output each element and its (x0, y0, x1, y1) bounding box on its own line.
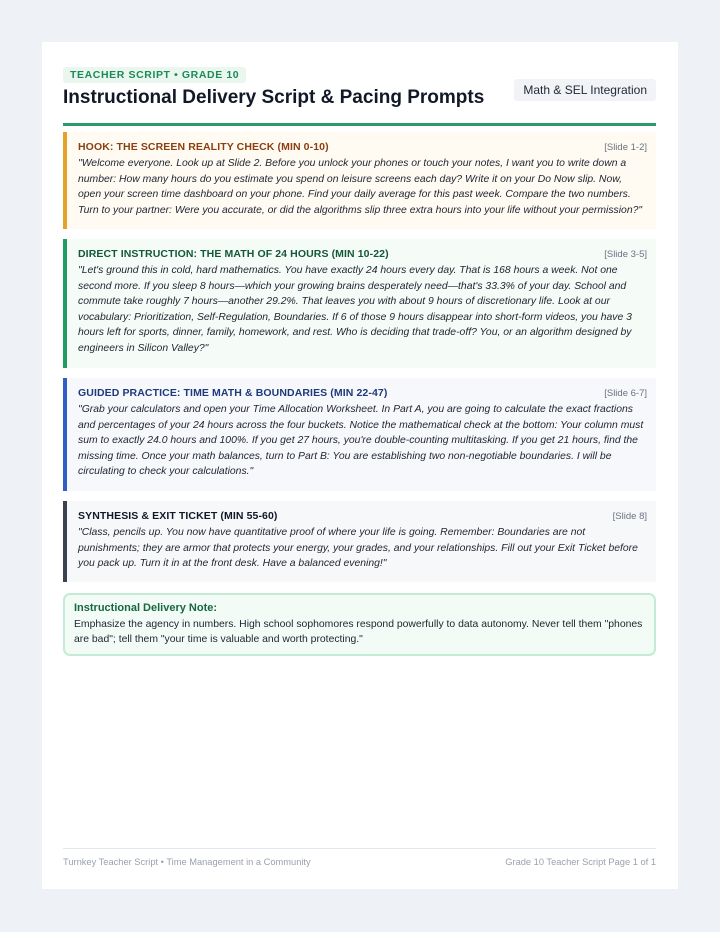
page-header (63, 67, 656, 126)
slide-reference: [Slide 1-2] (604, 142, 647, 153)
eyebrow-label: TEACHER SCRIPT • GRADE 10 (63, 67, 246, 83)
section-guided-practice (63, 378, 656, 491)
integration-tag: Math & SEL Integration (514, 79, 656, 101)
delivery-note (63, 593, 656, 656)
slide-reference: [Slide 3-5] (604, 249, 647, 260)
section-title: HOOK: THE SCREEN REALITY CHECK (MIN 0-10) (78, 141, 329, 153)
page-footer (63, 848, 656, 867)
section-title: DIRECT INSTRUCTION: THE MATH OF 24 HOURS (MIN 10-22) (78, 248, 389, 260)
section-title: SYNTHESIS & EXIT TICKET (MIN 55-60) (78, 510, 278, 522)
slide-reference: [Slide 8] (612, 511, 647, 522)
section-title: GUIDED PRACTICE: TIME MATH & BOUNDARIES (MIN 22-47) (78, 387, 388, 399)
note-body: Emphasize the agency in numbers. High school sophomores respond powerfully to data autonomy. Never tell them "phones are bad"; tell them "your time is valuable and worth protecting." (74, 619, 643, 645)
footer-right: Grade 10 Teacher Script Page 1 of 1 (505, 857, 656, 867)
note-title: Instructional Delivery Note: (74, 602, 218, 614)
section-hook (63, 132, 656, 229)
section-script: "Class, pencils up. You now have quantitative proof of where your life is going. Remember: Boundaries are not punishments; they are armor that protects your energy, your grades, and your relationships. Fill out your Exit Ticket before you pack up. Turn it in at the front desk. Have a balanced evening!" (78, 527, 638, 570)
footer-left: Turnkey Teacher Script • Time Management in a Community (63, 857, 311, 867)
section-script: "Welcome everyone. Look up at Slide 2. Before you unlock your phones or touch your notes, I want you to write down a number: How many hours do you estimate you spend on leisure screens each day? Write it on your Do Now slip. Now, open your screen time dashboard on your phone. Find your daily average for this past week. Compare the two numbers. Turn to your partner: Were you accurate, or did the algorithms slip three extra hours into your life without your permission?" (78, 158, 643, 216)
section-script: "Let's ground this in cold, hard mathematics. You have exactly 24 hours every day. That is 168 hours a week. Not one second more. If you sleep 8 hours—which your growing brains desperately need—that's 33.3% of your day. School and commute take roughly 7 hours—another 29.2%. That leaves you with about 9 hours of discretionary life. Look at our vocabulary: Prioritization, Self-Regulation, Boundaries. If 6 of those 9 hours disappear into short-form videos, you have 3 hours left for sports, dinner, family, homework, and rest. Who is deciding that trade-off? You, or an algorithm designed by engineers in Silicon Valley?" (78, 265, 632, 354)
section-script: "Grab your calculators and open your Time Allocation Worksheet. In Part A, you are going to calculate the exact fractions and percentages of your 24 hours across the four buckets. Notice the mathematical check at the bottom: Your column must sum to exactly 24.0 hours and 100%. If you get 27 hours, you're double-counting multitasking. If you get 21 hours, find the missing time. Once your math balances, turn to Part B: You are establishing two non-negotiable boundaries. I will be circulating to check your calculations." (78, 404, 644, 478)
section-direct-instruction (63, 239, 656, 368)
section-synthesis (63, 501, 656, 582)
script-page (42, 42, 678, 889)
slide-reference: [Slide 6-7] (604, 388, 647, 399)
page-title: Instructional Delivery Script & Pacing Prompts (63, 87, 485, 108)
